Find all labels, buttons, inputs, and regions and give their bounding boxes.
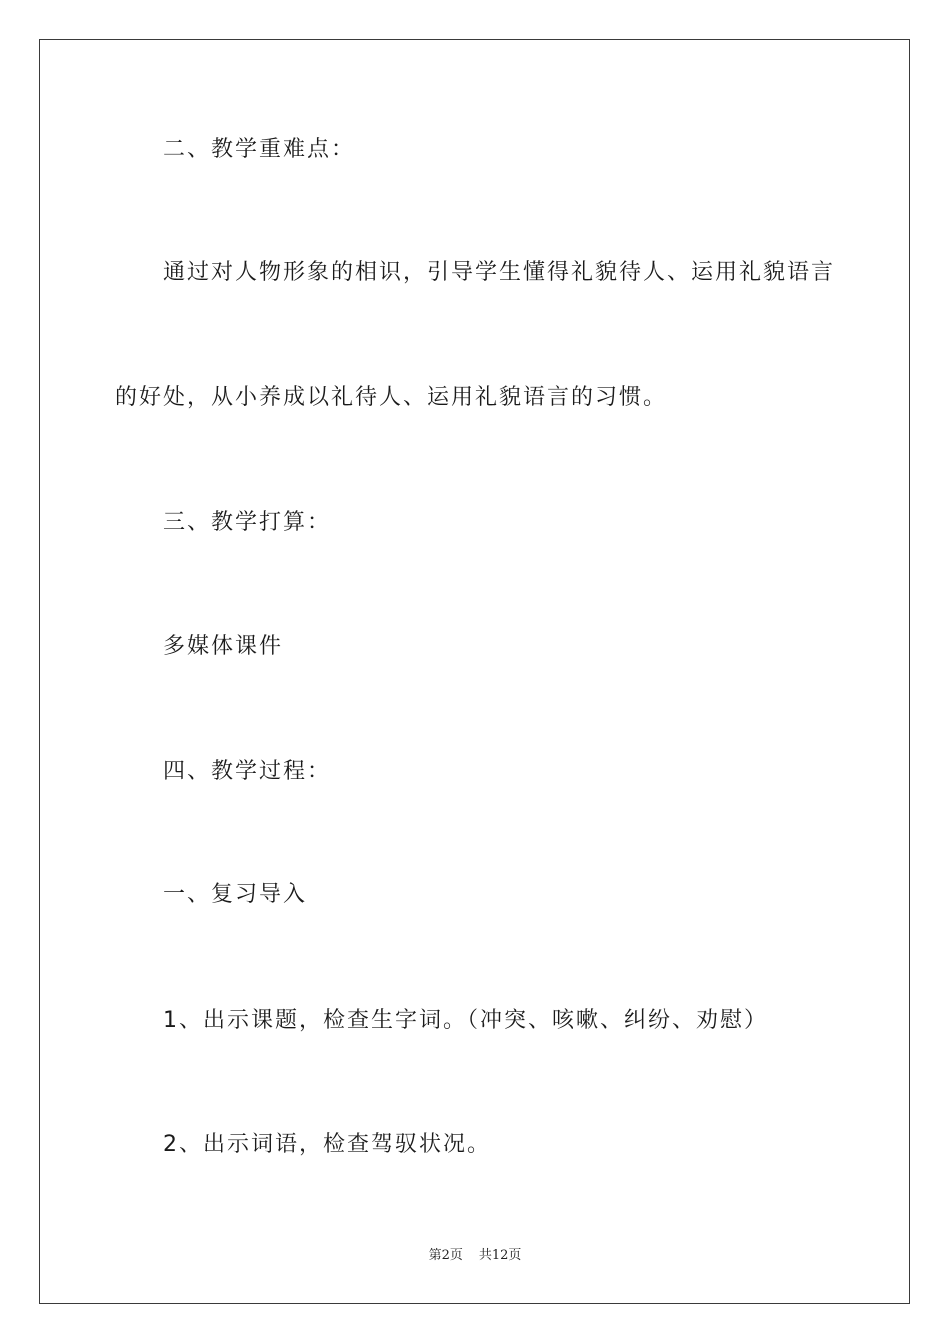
paragraph-key-points-line-2: 的好处，从小养成以礼待人、运用礼貌语言的习惯。: [115, 385, 668, 410]
heading-preparation: 三、教学打算：: [163, 510, 332, 535]
list-item-1: 1、出示课题，检查生字词。（冲突、咳嗽、纠纷、劝慰）: [163, 1008, 768, 1033]
paragraph-preparation: 多媒体课件: [163, 634, 284, 659]
paragraph-key-points-line-1: 通过对人物形象的相识，引导学生懂得礼貌待人、运用礼貌语言: [163, 260, 836, 285]
page-footer: [0, 1248, 950, 1264]
heading-process: 四、教学过程：: [163, 759, 332, 784]
heading-key-points: 二、教学重难点：: [163, 137, 356, 162]
heading-review: 一、复习导入: [163, 882, 308, 907]
list-item-2: 2、出示词语，检查驾驭状况。: [163, 1132, 491, 1157]
page-border: [39, 39, 910, 1304]
page-total: 共12页: [478, 1248, 522, 1263]
page-number: 第2页: [428, 1248, 463, 1263]
